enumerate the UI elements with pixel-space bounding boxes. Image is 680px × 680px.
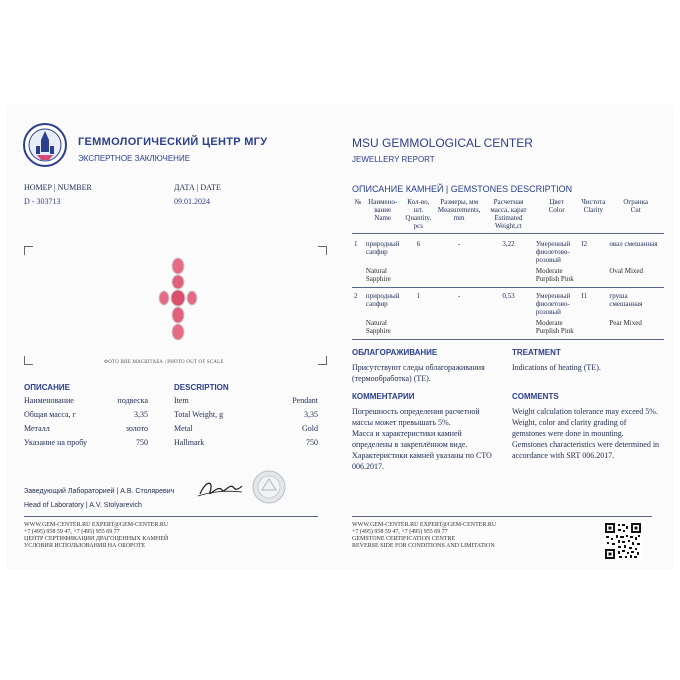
footer-conditions: REVERSE SIDE FOR CONDITIONS AND LIMITATION: [352, 543, 495, 549]
table-row: [352, 240, 664, 264]
col-cut-en: Cut: [630, 206, 641, 214]
col-color-en: Color: [548, 206, 565, 214]
col-measurements: [435, 198, 483, 233]
col-name-en: Name: [374, 214, 392, 222]
gem-name-en: Natural Sapphire: [365, 319, 391, 335]
gem-clarity: I2: [581, 239, 588, 248]
date-label: ДАТА | DATE: [174, 183, 221, 192]
description-ru-row: [24, 424, 148, 438]
row-label: Наименование: [24, 396, 74, 405]
photo-frame-corner: [24, 246, 33, 255]
gem-cut-en: Pear Mixed: [609, 319, 642, 327]
col-weight-en: Estimated Weight,ct: [494, 214, 523, 230]
row-value: золото: [125, 424, 148, 433]
gem-cut-en: Oval Mixed: [609, 266, 643, 275]
col-clarity-ru: Чистота: [581, 198, 606, 206]
divider: [352, 516, 652, 517]
gemstones-heading: ОПИСАНИЕ КАМНЕЙ | GEMSTONES DESCRIPTION: [352, 184, 573, 194]
comments-en-heading: COMMENTS: [512, 392, 559, 401]
row-value: Pendant: [292, 396, 318, 405]
number-value: D - 303713: [24, 197, 61, 206]
photo-frame-corner: [24, 356, 33, 365]
report-type-ru: ЭКСПЕРТНОЕ ЗАКЛЮЧЕНИЕ: [78, 154, 191, 163]
table-row: [352, 264, 664, 287]
gem-name-en: Natural Sapphire: [365, 266, 391, 283]
number-label: НОМЕР | NUMBER: [24, 183, 92, 192]
row-value: 3,35: [304, 410, 318, 419]
col-cut: [607, 198, 664, 233]
description-en-list: [174, 396, 318, 452]
col-color-ru: Цвет: [549, 198, 564, 206]
table-header-row: [352, 198, 664, 233]
col-cut-ru: Огранка: [623, 198, 649, 206]
col-name: [364, 198, 402, 233]
description-ru-row: [24, 396, 148, 410]
gem-qty: 6: [416, 239, 421, 248]
description-en-heading: DESCRIPTION: [174, 383, 229, 392]
gem-name-ru: природный сапфир: [365, 239, 400, 256]
table-row: [352, 316, 664, 339]
description-en-row: [174, 410, 318, 424]
col-clarity: [579, 198, 607, 233]
footer-phone: +7 (495) 958 59 47, +7 (495) 955 69 77: [24, 529, 120, 535]
footer-phone: +7 (495) 958 59 47, +7 (495) 955 69 77: [352, 529, 448, 535]
comment-ru-3: Характеристики камней указаны по СТО 006.2017.: [352, 451, 492, 471]
footer-conditions: УСЛОВИЯ ИСПОЛЬЗОВАНИЯ НА ОБОРОТЕ: [24, 543, 146, 549]
col-name-ru: Наимено-вание: [368, 198, 398, 214]
col-meas-en: Measurements, mm: [437, 206, 481, 222]
row-label: Металл: [24, 424, 50, 433]
row-label: Item: [174, 396, 189, 405]
col-color: [534, 198, 579, 233]
row-label: Общая масса, г: [24, 410, 76, 419]
row-value: подвеска: [117, 396, 148, 405]
description-en-row: [174, 438, 318, 452]
col-clarity-en: Clarity: [583, 206, 604, 214]
col-weight-ru: Расчетная масса, карат: [490, 198, 527, 214]
comment-en-3: Gemstones characteristics were determined in accordance with SRT 006.2017.: [512, 440, 660, 460]
description-ru-list: [24, 396, 148, 452]
row-value: 750: [306, 438, 318, 447]
description-en-row: [174, 424, 318, 438]
msu-logo-icon: [22, 122, 68, 168]
signature-icon: [196, 476, 244, 502]
org-title-en: MSU GEMMOLOGICAL CENTER: [352, 136, 533, 150]
row-value: 750: [136, 438, 148, 447]
footer-web: WWW.GEM-CENTER.RU EXPERT@GEM-CENTER.RU: [352, 522, 497, 528]
row-label: Total Weight, g: [174, 410, 224, 419]
gem-qty: 1: [416, 292, 421, 300]
gem-cut-ru: груша смешанная: [609, 292, 643, 308]
comments-ru-body: [352, 406, 502, 472]
gem-color-en: Moderate Purplish Pink: [535, 319, 574, 335]
org-title-ru: ГЕММОЛОГИЧЕСКИЙ ЦЕНТР МГУ: [78, 136, 268, 148]
comment-ru-2: Масса и характеристики камней определены в закреплённом виде.: [352, 429, 468, 449]
col-weight: [483, 198, 534, 233]
treatment-en-heading: TREATMENT: [512, 348, 561, 357]
report-sheet: [8, 106, 672, 568]
gem-cut-ru: овал смешанная: [609, 239, 658, 248]
description-ru-heading: ОПИСАНИЕ: [24, 383, 70, 392]
photo-frame-corner: [318, 246, 327, 255]
row-value: Gold: [302, 424, 318, 433]
row-label: Hallmark: [174, 438, 205, 447]
comment-en-2: Weight, color and clarity grading of gemstones were done in mounting.: [512, 418, 627, 438]
gem-no: 1: [354, 239, 358, 248]
gem-no: 2: [354, 292, 358, 300]
date-value: 09.01.2024: [174, 197, 210, 206]
row-value: 3,35: [134, 410, 148, 419]
col-qty-en: Quantity, pcs: [405, 214, 432, 230]
gem-measurements: -: [457, 292, 461, 300]
pendant-photo: [158, 254, 198, 354]
comment-en-1: Weight calculation tolerance may exceed 5%.: [512, 407, 658, 416]
comment-ru-1: Погрешность определения расчетной массы может превышать 5%.: [352, 407, 480, 427]
col-meas-ru: Размеры, мм: [440, 198, 479, 206]
divider: [24, 516, 318, 517]
col-qty: [401, 198, 435, 233]
row-label: Metal: [174, 424, 193, 433]
footer-centre: ЦЕНТР СЕРТИФИКАЦИИ ДРАГОЦЕННЫХ КАМНЕЙ: [24, 536, 169, 542]
col-qty-ru: Кол-во, шт.: [407, 198, 430, 214]
footer-web: WWW.GEM-CENTER.RU EXPERT@GEM-CENTER.RU: [24, 522, 169, 528]
head-of-lab-en: Head of Laboratory | A.V. Stolyarevich: [24, 502, 142, 509]
photo-frame-corner: [318, 356, 327, 365]
table-row: [352, 292, 664, 316]
report-type-en: JEWELLERY REPORT: [352, 155, 435, 164]
description-ru-row: [24, 438, 148, 452]
qr-code-icon[interactable]: [604, 522, 642, 560]
footer-centre: GEMSTONE CERTIFICATION CENTRE: [352, 536, 456, 542]
gem-color-en: Moderate Purplish Pink: [535, 266, 574, 283]
description-ru-row: [24, 410, 148, 424]
treatment-ru-heading: ОБЛАГОРАЖИВАНИЕ: [352, 348, 438, 357]
gem-color-ru: Умеренный фиолетово-розовый: [535, 239, 571, 264]
gem-name-ru: природный сапфир: [365, 292, 400, 308]
gem-weight: 0,53: [502, 292, 515, 300]
treatment-en-text: Indications of heating (TE).: [512, 363, 601, 372]
gemstones-table: [352, 198, 664, 340]
photo-caption: ФОТО ВНЕ МАСШТАБА | PHOTO OUT OF SCALE: [104, 360, 224, 365]
comments-en-body: [512, 406, 662, 461]
gem-color-ru: Умеренный фиолетово-розовый: [535, 292, 571, 316]
gem-measurements: -: [457, 239, 461, 248]
hologram-seal-icon: [252, 470, 286, 504]
head-of-lab-ru: Заведующий Лабораторией | А.В. Столяревич: [24, 488, 175, 495]
right-footer: [352, 522, 496, 550]
comments-ru-heading: КОММЕНТАРИИ: [352, 392, 415, 401]
col-no: №: [354, 198, 362, 206]
left-footer: [24, 522, 168, 550]
gem-weight: 3,22: [502, 239, 515, 248]
treatment-ru-text: Присутствуют следы облагораживания (термообработка) (ТЕ).: [352, 363, 485, 383]
description-en-row: [174, 396, 318, 410]
row-label: Указание на пробу: [24, 438, 87, 447]
gem-clarity: I1: [581, 292, 588, 300]
